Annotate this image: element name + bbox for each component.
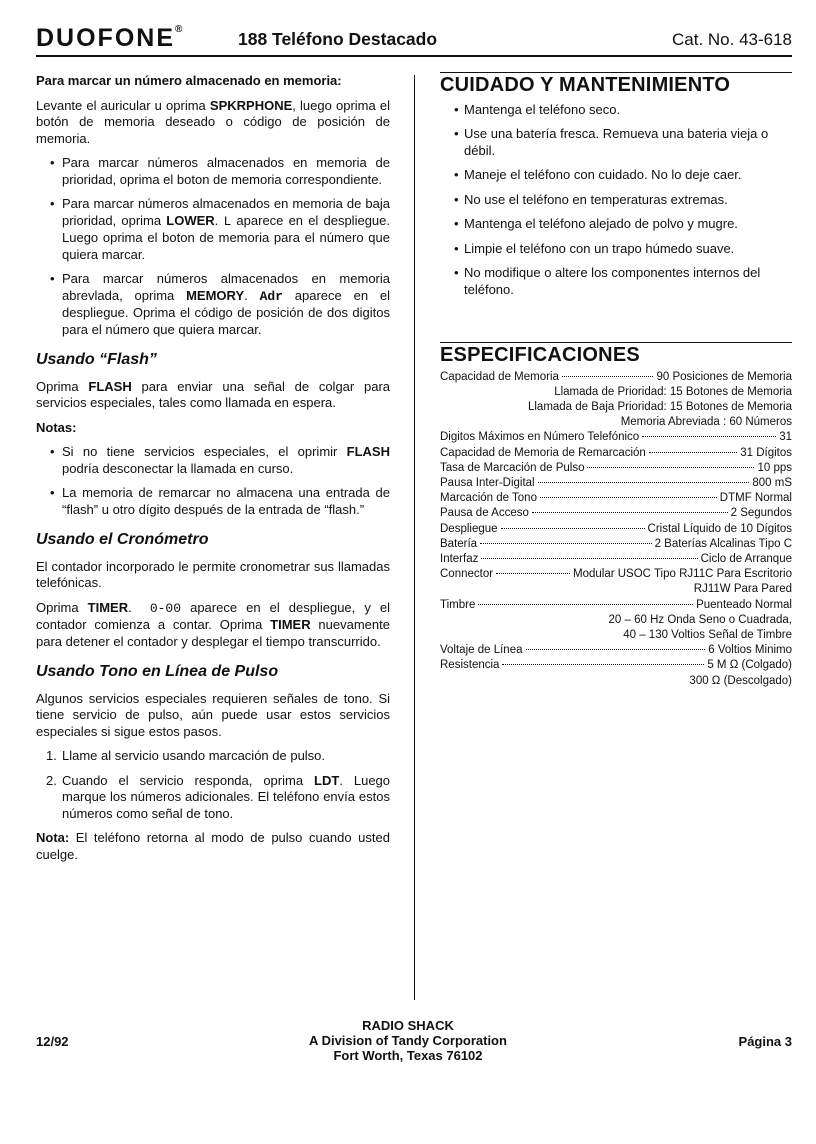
display-glyph: 0-00 [149,600,182,616]
spec-label: Digitos Máximos en Número Telefónico [440,431,640,444]
footer-publisher [258,1018,558,1063]
leader-dots [501,528,645,529]
spec-label: Tasa de Marcación de Pulso [440,461,585,474]
list-item: • Mantenga el teléfono alejado de polvo y mugre. [440,216,792,233]
list-item: • Para marcar números almacenados en memoria de prioridad, oprima el boton de memoria correspondiente. [36,155,390,188]
section-heading-cronometro: Usando el Cronómetro [36,531,209,548]
final-note: Nota: El teléfono retorna al modo de pulso cuando usted cuelge. [36,830,390,862]
list-item: • Limpie el teléfono con un trapo húmedo suave. [440,241,792,258]
notes-label: Notas: [36,419,77,435]
spec-value: 90 Posiciones de Memoria [656,370,792,383]
spec-value: Cristal Líquido de 10 Dígitos [647,522,792,535]
spec-row [440,506,792,521]
display-glyph: Adr [259,288,283,304]
key-lower: LOWER [166,212,215,228]
page-title: 188 Teléfono Destacado [238,29,438,49]
spec-row [440,476,792,491]
spec-value: Puenteado Normal [696,598,792,611]
leader-dots [496,573,570,574]
spec-label: Pausa de Acceso [440,507,529,520]
dialing-bullets [36,155,390,338]
leader-dots [481,558,697,559]
notes-list [36,444,390,518]
leader-dots [532,512,728,513]
section-heading-specs: ESPECIFICACIONES [440,344,640,366]
right-column [440,72,792,689]
spec-row [440,370,792,385]
leader-dots [526,649,706,650]
section-rule [440,342,792,343]
leader-dots [540,497,717,498]
spec-value: 6 Voltios Minimo [708,644,792,657]
spec-value: 5 M Ω (Colgado) [707,659,792,672]
leader-dots [502,664,704,665]
leader-dots [642,436,776,437]
header-rule [36,55,792,57]
spec-label: Connector [440,568,494,581]
registered-mark: ® [175,24,185,35]
spec-row [440,446,792,461]
spec-label: Batería [440,537,478,550]
tono-paragraph: Algunos servicios especiales requieren señales de tono. Si tiene servicio de pulso, aún puede usar estos servicios especiales si sigue estos pasos. [36,690,390,739]
spec-continuation: 300 Ω (Descolgado) [689,674,792,687]
spec-row [440,430,792,445]
spec-continuation: RJ11W Para Pared [693,583,792,596]
care-list [440,102,792,299]
section-heading-flash: Usando “Flash” [36,351,157,368]
crono-paragraph-1: El contador incorporado le permite cronometrar sus llamadas telefónicas. [36,558,390,590]
company-name: RADIO SHACK [362,1018,454,1033]
list-item: • Para marcar números almacenados en memoria abrevlada, oprima MEMORY. Adr aparece en el despliegue. Oprima el código de posición de dos digitos para el número que quiera marcar. [36,271,390,338]
spec-row [440,658,792,673]
leader-dots [587,467,754,468]
section-heading-care: CUIDADO Y MANTENIMIENTO [440,74,731,96]
spec-row [440,522,792,537]
key-timer: TIMER [87,599,129,615]
spec-row [440,643,792,658]
spec-value: 31 [779,431,792,444]
display-glyph: L [223,213,232,229]
spec-value: 2 Segundos [730,507,792,520]
leader-dots [562,376,654,377]
key-ldt: LDT [314,772,340,788]
spec-row [440,552,792,567]
spec-label: Capacidad de Memoria de Remarcación [440,446,646,459]
intro-paragraph: Levante el auricular u oprima SPKRPHONE, luego oprima el botón de memoria deseado o código de posición de memoria. [36,97,390,146]
list-item: • Use una batería fresca. Remueva una bateria vieja o débil. [440,126,792,159]
list-item: 2. Cuando el servicio responda, oprima LDT. Luego marque los números adicionales. El teléfono envía estos números como señal de tono. [46,772,391,821]
spec-row [440,537,792,552]
column-divider [414,75,415,1000]
brand-logo [36,24,184,53]
spec-value: 31 Dígitos [740,446,792,459]
spec-value: DTMF Normal [719,492,792,505]
leader-dots [649,452,737,453]
section-rule [440,72,792,73]
key-timer: TIMER [270,617,311,632]
spec-label: Voltaje de Línea [440,644,523,657]
spec-label: Capacidad de Memoria [440,370,559,383]
spec-continuation: Llamada de Baja Prioridad: 15 Botones de Memoria [527,400,792,413]
spec-continuation: Memoria Abreviada : 60 Números [620,416,792,429]
spec-label: Timbre [440,598,476,611]
brand-name: DUOFONE [36,24,175,52]
leader-dots [480,543,651,544]
intro-heading: Para marcar un número almacenado en memoria: [36,73,342,88]
spec-label: Despliegue [440,522,498,535]
spec-value: 2 Baterías Alcalinas Tipo C [654,537,792,550]
catalog-number: Cat. No. 43-618 [671,30,792,49]
spec-continuation: Llamada de Prioridad: 15 Botones de Memoria [554,385,792,398]
spec-continuation: 40 – 130 Voltios Señal de Timbre [623,628,792,641]
company-address: Fort Worth, Texas 76102 [333,1048,483,1063]
spec-label: Pausa Inter-Digital [440,476,535,489]
spec-label: Interfaz [440,552,479,565]
spec-row [440,567,792,582]
key-memory: MEMORY [186,287,245,303]
spec-label: Marcación de Tono [440,492,537,505]
spec-continuation: 20 – 60 Hz Onda Seno o Cuadrada, [608,613,792,626]
list-item: • Si no tiene servicios especiales, el oprimir FLASH podría desconectar la llamada en curso. [36,444,390,477]
spec-row [440,491,792,506]
crono-paragraph-2: Oprima TIMER. 0-00 aparece en el despliegue, y el contador comienza a contar. Oprima TIMER nuevamente para detener el contador y desplegar el tiempo transcurrido. [36,599,390,649]
key-spkrphone: SPKRPHONE [209,97,293,113]
left-column [36,73,390,871]
page-number: Página 3 [738,1034,792,1049]
spec-table [440,370,792,689]
leader-dots [478,604,693,605]
key-flash: FLASH [346,444,390,459]
spec-row [440,461,792,476]
steps-list [36,748,390,822]
list-item: • Mantenga el teléfono seco. [440,102,792,119]
flash-paragraph: Oprima FLASH para enviar una señal de colgar para servicios especiales, tales como llamada en espera. [36,378,390,410]
section-heading-tono: Usando Tono en Línea de Pulso [36,663,279,680]
list-item: • La memoria de remarcar no almacena una entrada de “flash” u otro dígito después de la entrada de “flash.” [36,485,390,518]
key-flash: FLASH [88,378,132,394]
spec-value: 10 pps [757,461,792,474]
list-item: • No use el teléfono en temperaturas extremas. [440,192,792,209]
spec-value: Modular USOC Tipo RJ11C Para Escritorio [573,568,792,581]
footer-date: 12/92 [36,1034,69,1049]
spec-label: Resistencia [440,659,500,672]
spec-value: Ciclo de Arranque [700,552,792,565]
leader-dots [538,482,750,483]
list-item: • Para marcar números almacenados en memoria de baja prioridad, oprima LOWER. L aparece en el despliegue. Luego oprima el boton de memoria para el número que quiera marcar. [36,196,390,263]
list-item: • No modifique o altere los componentes internos del teléfono. [440,265,792,298]
company-division: A Division of Tandy Corporation [309,1033,507,1048]
spec-row [440,598,792,613]
spec-value: 800 mS [752,476,792,489]
list-item: • Maneje el teléfono con cuidado. No lo deje caer. [440,167,792,184]
list-item: 1. Llame al servicio usando marcación de pulso. [46,748,326,763]
